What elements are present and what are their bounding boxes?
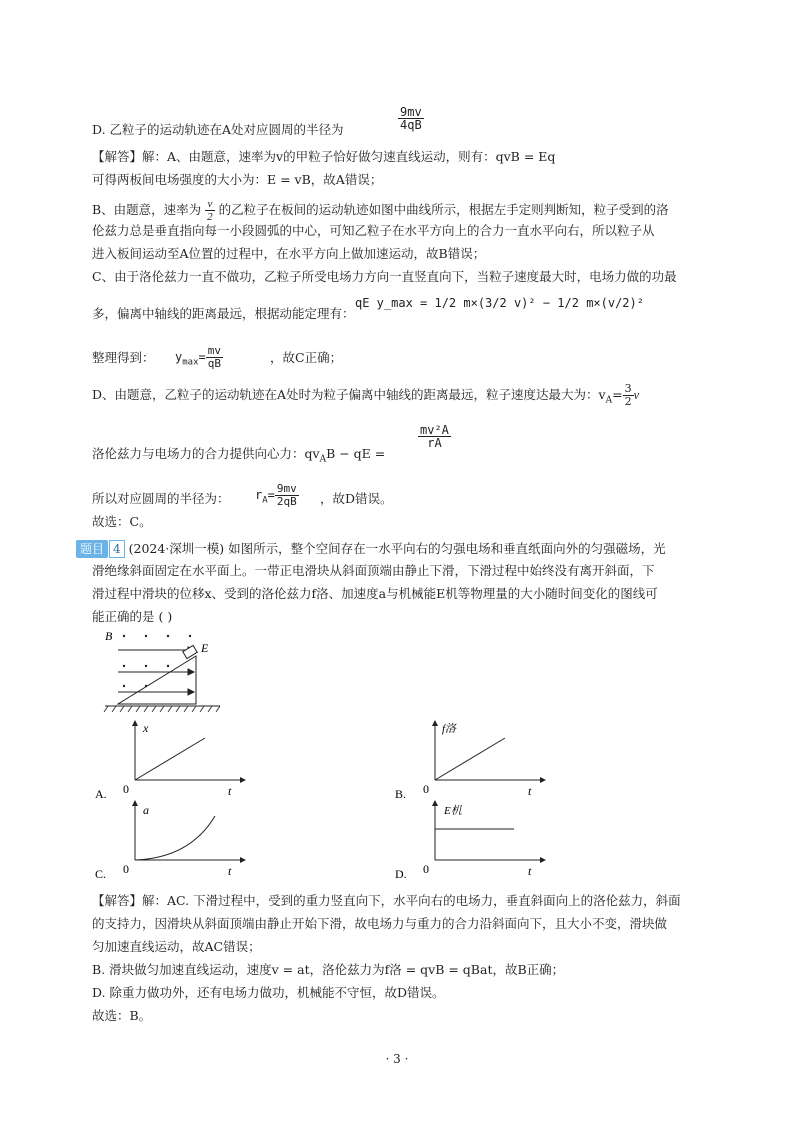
radius-equation: $r_A=$ $\frac{9mv}{2qB}$: [255, 482, 297, 508]
graph-a-label: A.: [95, 787, 107, 800]
question-tag: 题目: [76, 540, 108, 558]
graph-b-label: B.: [395, 787, 407, 800]
svg-text:t: t: [528, 784, 532, 798]
question-number: 4: [109, 540, 125, 558]
ymax-equation: $y_{max}=$ $\frac{mv}{qB}$: [175, 344, 221, 370]
svg-text:t: t: [228, 864, 232, 878]
graph-c-label: C.: [95, 867, 107, 880]
question-4-line-1: 题目 4 (2024·深圳一模) 如图所示，整个空间存在一水平向右的匀强电场和垂直纸面向外的匀强磁场，光: [76, 540, 666, 558]
graph-b: [390, 720, 550, 800]
ground-hatch: [104, 706, 220, 712]
svg-text:t: t: [528, 864, 532, 878]
answer-b-line-2: 伦兹力总是垂直指向每一小段圆弧的中心，可知乙粒子在水平方向上的合力一直水平向右，所以粒子从: [92, 223, 655, 238]
answer-d-line-1: D、由题意，乙粒子的运动轨迹在A处时为粒子偏离中轴线的距离最远，粒子速度达最大为：$v_A=$ $\frac{3}{2}$ v: [92, 382, 640, 408]
answer2-line-4: B. 滑块做匀加速直线运动，速度v = at，洛伦兹力为f洛 = qvB = qBat，故B正确；: [92, 962, 565, 977]
svg-text:0: 0: [123, 782, 129, 796]
answer-c-line-3: 整理得到：: [92, 350, 155, 365]
option-d-text: D. 乙粒子的运动轨迹在A处对应圆周的半径为: [92, 122, 344, 137]
incline: [118, 656, 196, 704]
svg-text:0: 0: [423, 862, 429, 876]
answer-b-line-3: 进入板间运动至A位置的过程中，在水平方向上做加速运动，故B错误；: [92, 246, 486, 261]
option-d: [92, 122, 344, 138]
answer2-line-1: 【解答】解：AC. 下滑过程中，受到的重力竖直向下，水平向右的电场力，垂直斜面向上的洛伦兹力，斜面: [92, 893, 681, 908]
graph-d: [390, 800, 550, 880]
svg-text:x: x: [143, 721, 149, 735]
svg-text:a: a: [143, 803, 149, 817]
answer2-line-6: 故选：B。: [92, 1008, 152, 1023]
electric-field-lines: [118, 647, 194, 695]
answer-c-line-3-end: ，故C正确；: [270, 350, 343, 365]
question-4-line-2: 滑绝缘斜面固定在水平面上。一带正电滑块从斜面顶端由静止下滑，下滑过程中始终没有离开斜面，下: [92, 563, 655, 578]
svg-text:E机: E机: [444, 805, 462, 817]
graph-a: [90, 720, 250, 800]
magnetic-field-label: B: [105, 629, 113, 643]
answer-c-line-1: C、由于洛伦兹力一直不做功，乙粒子所受电场力方向一直竖直向下，当粒子速度最大时，电场力做的功最: [92, 269, 677, 284]
answer-d-line-2: 洛伦兹力与电场力的合力提供向心力：$qv_AB$ − qE =: [92, 446, 386, 465]
option-d-fraction: $\frac{9mv}{4qB}$: [400, 105, 422, 132]
answer-a-line-1: 【解答】解：A、由题意，速率为v的甲粒子恰好做匀速直线运动，则有：qvB = Eq: [92, 149, 556, 164]
svg-text:0: 0: [423, 782, 429, 796]
answer-a-line-2: 可得两板间电场强度的大小为：E = vB，故A错误；: [92, 172, 383, 187]
answer-b-line-1: B、由题意，速率为 $\frac{v}{2}$ 的乙粒子在板间的运动轨迹如图中曲线所示，根据左手定则判断知，粒子受到的洛: [92, 198, 669, 223]
svg-text:0: 0: [123, 862, 129, 876]
question-4-line-4: 能正确的是 ( ): [92, 609, 173, 624]
graph-b-curve: [435, 738, 505, 780]
energy-equation: qE y_max = 1/2 m×(3/2 v)² − 1/2 m×(v/2)²: [355, 296, 644, 310]
svg-text:f洛: f洛: [442, 723, 457, 735]
graph-c-curve: [135, 816, 215, 860]
answer2-line-5: D. 除重力做功外，还有电场力做功，机械能不守恒，故D错误。: [92, 985, 445, 1000]
incline-figure: [100, 626, 230, 716]
graph-c: [90, 800, 250, 880]
electric-field-label: E: [201, 641, 209, 655]
svg-text:t: t: [228, 784, 232, 798]
answer-choice-1: 故选：C。: [92, 514, 152, 529]
answer2-line-2: 的支持力，因滑块从斜面顶端由静止开始下滑，故电场力与重力的合力沿斜面向下，且大小不变，滑块做: [92, 916, 668, 931]
answer-d-line-3: 所以对应圆周的半径为：: [92, 491, 230, 506]
centripetal-fraction: $\frac{\text{mv²A}}{rA}$: [420, 423, 449, 450]
question-4-line-3: 滑过程中滑块的位移x、受到的洛伦兹力f洛、加速度a与机械能E机等物理量的大小随时间变化的图线可: [92, 586, 658, 601]
b-fraction: $\frac{v}{2}$: [207, 198, 213, 223]
answer2-line-3: 匀加速直线运动，故AC错误；: [92, 939, 261, 954]
page-number: · 3 ·: [385, 1052, 409, 1066]
graph-a-curve: [135, 738, 205, 780]
answer-c-line-2: 多，偏离中轴线的距离最远，根据动能定理有：: [92, 306, 355, 321]
answer-d-line-3-end: ，故D错误。: [320, 491, 393, 506]
graph-d-label: D.: [395, 867, 407, 880]
field-dots: [123, 635, 191, 687]
